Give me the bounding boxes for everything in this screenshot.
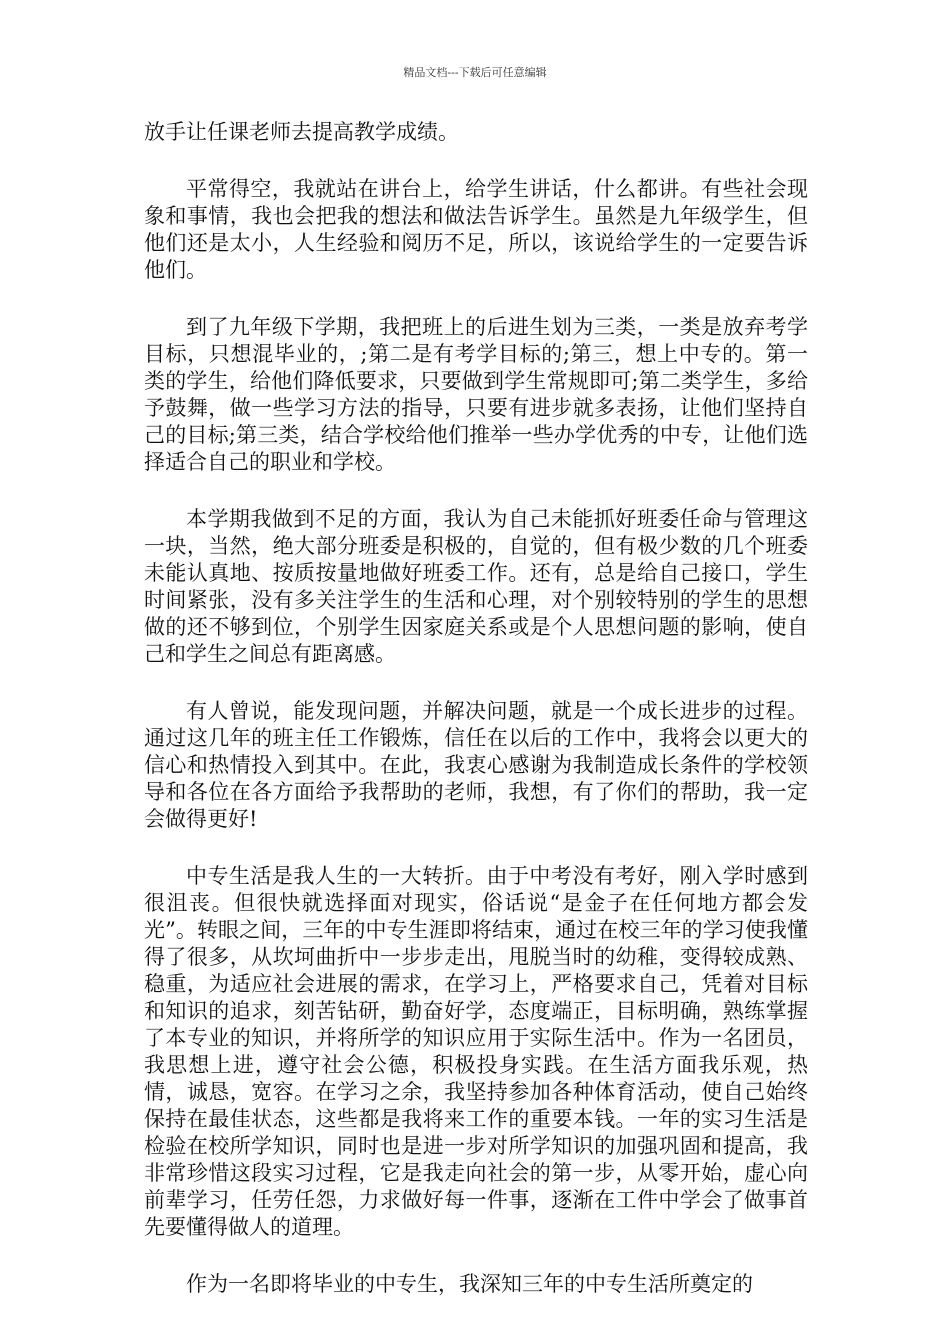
page-header: 精品文档---下载后可任意编辑 xyxy=(403,66,547,79)
paragraph-truncated: 作为一名即将毕业的中专生，我深知三年的中专生活所奠定的 xyxy=(186,1272,753,1296)
paragraph: 本学期我做到不足的方面，我认为自己未能抓好班委任命与管理这一块，当然，绝大部分班委是积极的，自觉的，但有极少数的几个班委未能认真地、按质按量地做好班委工作。还有，总是给自己接口，学生时间紧张，没有多关注学生的生活和心理，对个别较特别的学生的思想做的还不够到位，个别学生因家庭关系或是个人思想问题的影响，使自己和学生之间总有距离感。 xyxy=(144,507,808,666)
paragraph-continuation: 放手让任课老师去提高教学成绩。 xyxy=(144,120,459,144)
paragraph: 有人曾说，能发现问题，并解决问题，就是一个成长进步的过程。通过这几年的班主任工作锻炼，信任在以后的工作中，我将会以更大的信心和热情投入到其中。在此，我衷心感谢为我制造成长条件的学校领导和各位在各方面给予我帮助的老师，我想，有了你们的帮助，我一定会做得更好! xyxy=(144,699,808,831)
paragraph: 中专生活是我人生的一大转折。由于中考没有考好，刚入学时感到很沮丧。但很快就选择面对现实，俗话说“是金子在任何地方都会发光”。转眼之间，三年的中专生涯即将结束，通过在校三年的学习使我懂得了很多，从坎坷曲折中一步步走出，甩脱当时的幼稚，变得较成熟、稳重，为适应社会进展的需求，在学习上，严格要求自己，凭着对目标和知识的追求，刻苦钻研，勤奋好学，态度端正，目标明确，熟练掌握了本专业的知识，并将所学的知识应用于实际生活中。作为一名团员，我思想上进，遵守社会公德，积极投身实践。在生活方面我乐观，热情，诚恳，宽容。在学习之余，我坚持参加各种体育活动，使自己始终保持在最佳状态，这些都是我将来工作的重要本钱。一年的实习生活是检验在校所学知识，同时也是进一步对所学知识的加强巩固和提高，我非常珍惜这段实习过程，它是我走向社会的第一步，从零开始，虚心向前辈学习，任劳任怨，力求做好每一件事，逐渐在工件中学会了做事首先要懂得做人的道理。 xyxy=(144,864,808,1239)
document-body xyxy=(144,119,808,1328)
paragraph: 平常得空，我就站在讲台上，给学生讲话，什么都讲。有些社会现象和事情，我也会把我的想法和做法告诉学生。虽然是九年级学生，但他们还是太小，人生经验和阅历不足，所以，该说给学生的一定要告诉他们。 xyxy=(144,177,808,282)
paragraph: 到了九年级下学期，我把班上的后进生划为三类，一类是放弃考学目标，只想混毕业的，;第二是有考学目标的;第三，想上中专的。第一类的学生，给他们降低要求，只要做到学生常规即可;第二类学生，多给予鼓舞，做一些学习方法的指导，只要有进步就多表扬，让他们坚持自己的目标;第三类，结合学校给他们推举一些办学优秀的中专，让他们选择适合自己的职业和学校。 xyxy=(144,315,808,474)
